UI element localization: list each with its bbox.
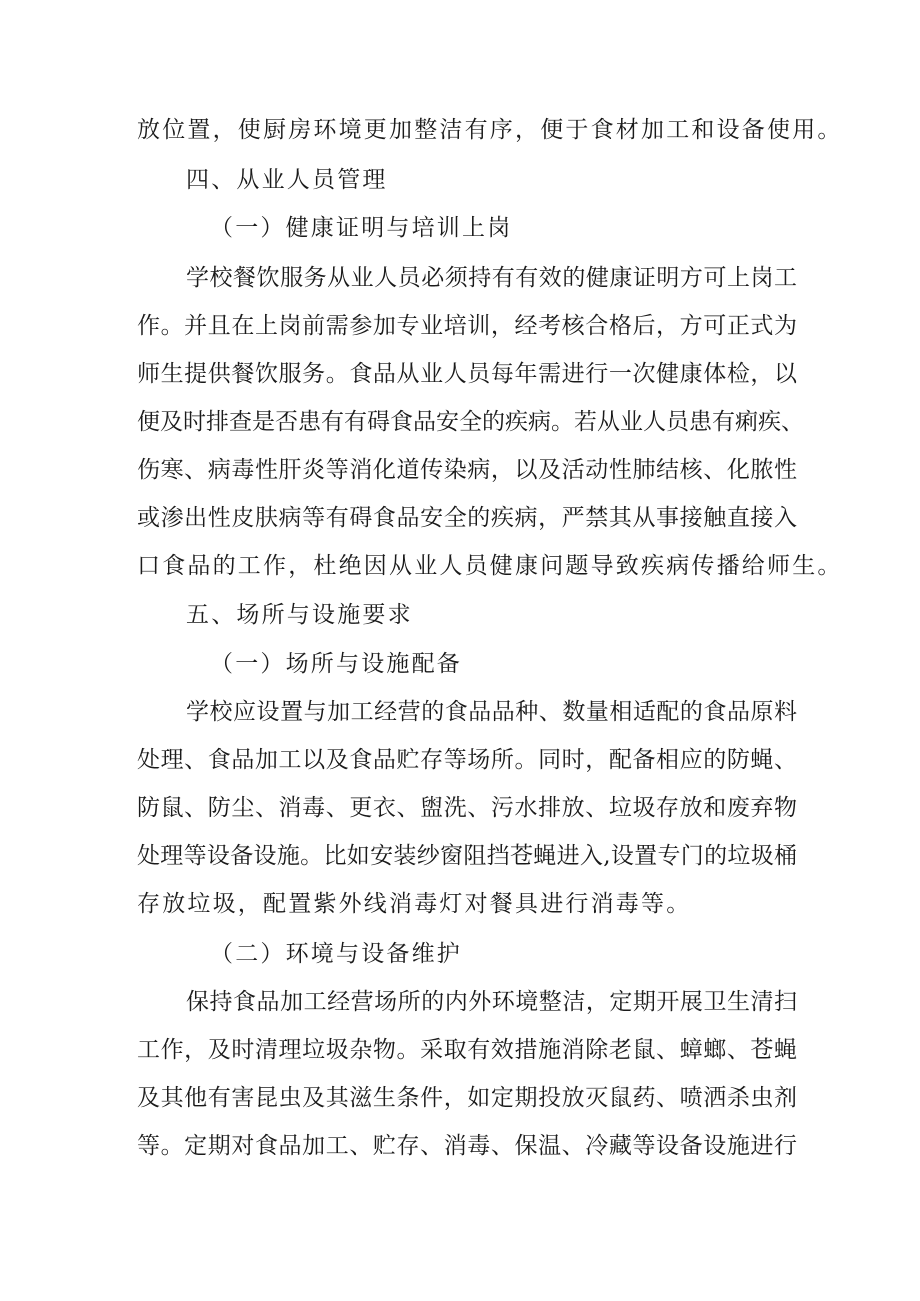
paragraph-line: 存放垃圾，配置紫外线消毒灯对餐具进行消毒等。	[137, 891, 692, 917]
paragraph-line: 作。并且在上岗前需参加专业培训，经考核合格后，方可正式为	[137, 313, 797, 339]
paragraph-line: 便及时排查是否患有有碍食品安全的疾病。若从业人员患有痢疾、	[137, 409, 804, 435]
paragraph-line: 口食品的工作，杜绝因从业人员健康问题导致疾病传播给师生。	[137, 553, 843, 579]
paragraph-line: 师生提供餐饮服务。食品从业人员每年需进行一次健康体检，以	[137, 361, 797, 387]
paragraph-line: 学校餐饮服务从业人员必须持有有效的健康证明方可上岗工	[186, 265, 797, 291]
section-heading: 四、从业人员管理	[186, 167, 388, 193]
subsection-heading: （一）健康证明与培训上岗	[210, 215, 513, 241]
subsection-heading: （二）环境与设备维护	[210, 941, 462, 967]
paragraph-line: 及其他有害昆虫及其滋生条件，如定期投放灭鼠药、喷洒杀虫剂	[137, 1085, 797, 1111]
paragraph-line: 或渗出性皮肤病等有碍食品安全的疾病，严禁其从事接触直接入	[137, 505, 797, 531]
paragraph-line: 保持食品加工经营场所的内外环境整洁，定期开展卫生清扫	[186, 989, 797, 1015]
paragraph-line: 等。定期对食品加工、贮存、消毒、保温、冷藏等设备设施进行	[137, 1133, 797, 1159]
paragraph-line: 工作，及时清理垃圾杂物。采取有效措施消除老鼠、蟑螂、苍蝇	[137, 1037, 797, 1063]
paragraph-line: 伤寒、病毒性肝炎等消化道传染病，以及活动性肺结核、化脓性	[137, 457, 797, 483]
paragraph-line: 放位置，使厨房环境更加整洁有序，便于食材加工和设备使用。	[137, 117, 843, 143]
subsection-heading: （一）场所与设施配备	[210, 651, 462, 677]
paragraph-line: 处理、食品加工以及食品贮存等场所。同时，配备相应的防蝇、	[137, 747, 797, 773]
paragraph-line: 处理等设备设施。比如安装纱窗阻挡苍蝇进入,设置专门的垃圾桶	[137, 843, 797, 869]
paragraph-line: 学校应设置与加工经营的食品品种、数量相适配的食品原料	[186, 699, 797, 725]
section-heading: 五、场所与设施要求	[186, 602, 413, 628]
paragraph-line: 防鼠、防尘、消毒、更衣、盥洗、污水排放、垃圾存放和废弃物	[137, 795, 797, 821]
